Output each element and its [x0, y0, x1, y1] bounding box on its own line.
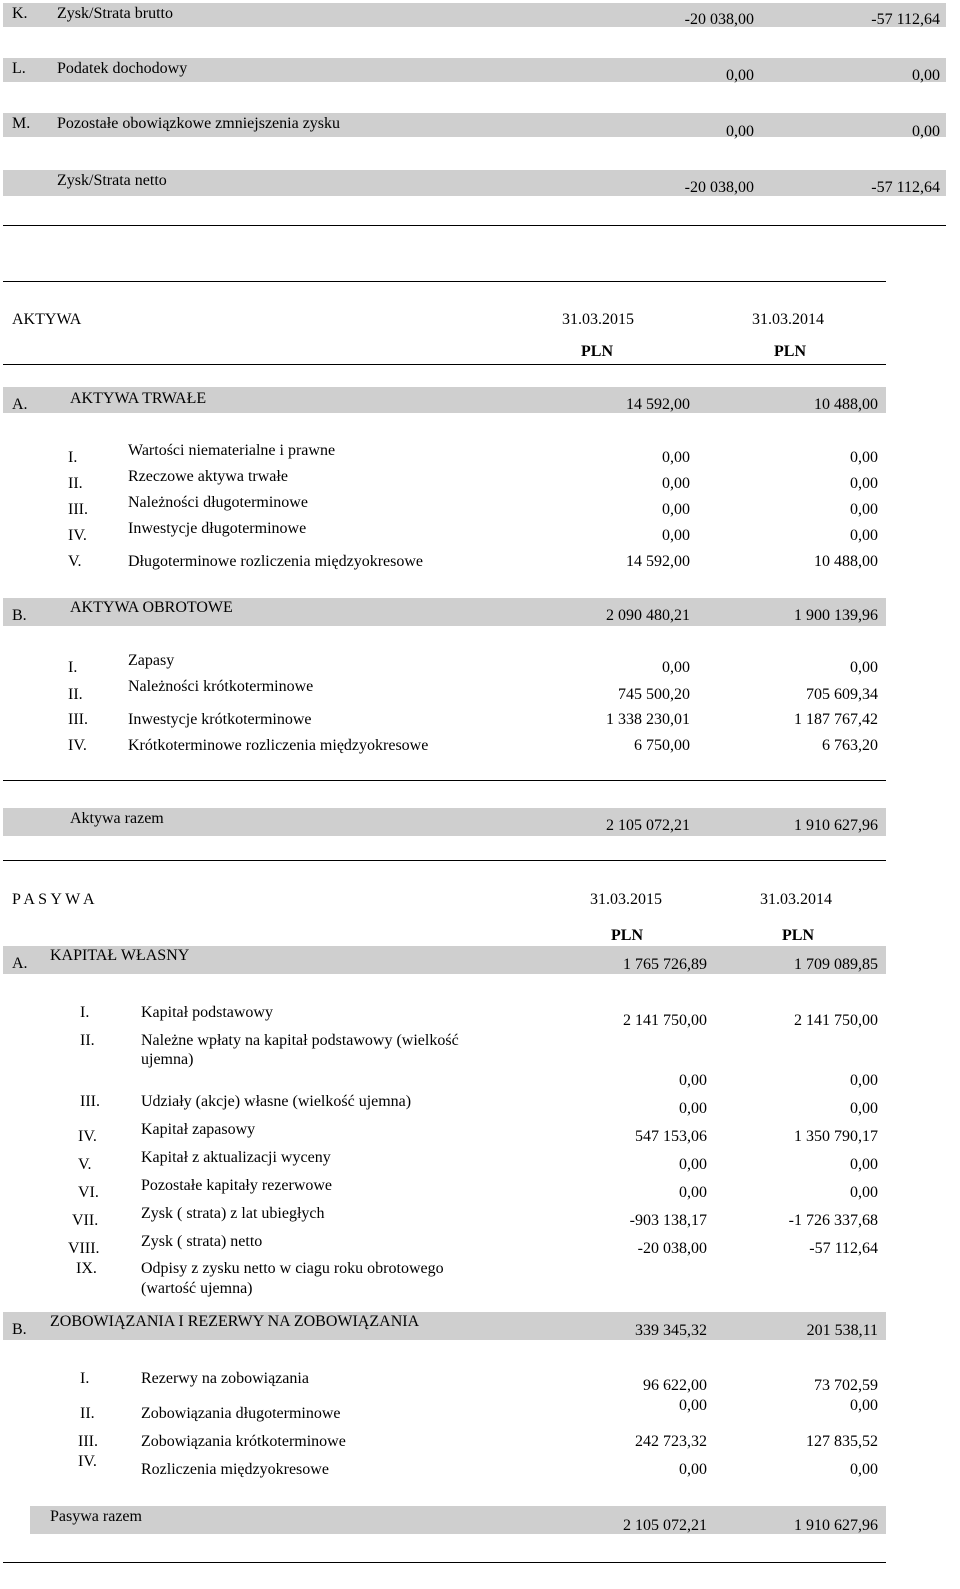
value-2014: 73 702,59 — [814, 1377, 878, 1394]
item-label: Wartości niematerialne i prawne — [128, 442, 336, 459]
value-2014: 0,00 — [912, 67, 940, 84]
item-code: VI. — [78, 1184, 99, 1201]
divider — [3, 225, 946, 226]
value-2015: 0,00 — [662, 501, 690, 518]
value-2015: 339 345,32 — [635, 1322, 707, 1339]
section-label: AKTYWA OBROTOWE — [70, 599, 233, 616]
value-2015: 2 105 072,21 — [606, 817, 690, 834]
pasywa-total-label: Pasywa razem — [50, 1508, 142, 1525]
value-2014: 0,00 — [850, 1156, 878, 1173]
item-code: III. — [68, 711, 88, 728]
value-2015: 2 090 480,21 — [606, 607, 690, 624]
item-label: Pozostałe kapitały rezerwowe — [141, 1177, 333, 1194]
value-2015: 0,00 — [662, 527, 690, 544]
value-2014: 10 488,00 — [814, 553, 878, 570]
date-2014: 31.03.2014 — [752, 311, 824, 328]
item-label: Zapasy — [128, 652, 175, 669]
value-2014: -57 112,64 — [809, 1240, 878, 1257]
value-2015: 0,00 — [662, 659, 690, 676]
value-2015: 0,00 — [662, 475, 690, 492]
item-label: Krótkoterminowe rozliczenia międzyokresowe — [128, 737, 429, 754]
item-label: Należności krótkoterminowe — [128, 678, 314, 695]
item-label: Inwestycje długoterminowe — [128, 520, 307, 537]
value-2014: 705 609,34 — [806, 686, 878, 703]
item-label: Kapitał z aktualizacji wyceny — [141, 1149, 331, 1166]
value-2015: 0,00 — [679, 1397, 707, 1414]
value-2014: 0,00 — [850, 449, 878, 466]
value-2014: 0,00 — [850, 1072, 878, 1089]
value-2015: -20 038,00 — [684, 11, 754, 28]
value-2014: 0,00 — [850, 1184, 878, 1201]
row-label: Pozostałe obowiązkowe zmniejszenia zysku — [57, 115, 341, 132]
item-code: IV. — [68, 527, 87, 544]
currency-2015: PLN — [581, 343, 613, 360]
value-2015: 745 500,20 — [618, 686, 690, 703]
date-2015: 31.03.2015 — [590, 891, 662, 908]
section-label: AKTYWA TRWAŁE — [70, 390, 207, 407]
item-label: Zobowiązania długoterminowe — [141, 1405, 341, 1422]
item-label: Zysk ( strata) netto — [141, 1233, 263, 1250]
value-2014: 127 835,52 — [806, 1433, 878, 1450]
value-2015: 14 592,00 — [626, 396, 690, 413]
value-2015: 2 105 072,21 — [623, 1517, 707, 1534]
item-code: I. — [80, 1004, 90, 1021]
item-label-cont: (wartość ujemna) — [141, 1280, 253, 1297]
item-code: V. — [68, 553, 82, 570]
divider — [3, 860, 886, 861]
item-code: VIII. — [68, 1240, 100, 1257]
value-2014: 10 488,00 — [814, 396, 878, 413]
divider — [3, 780, 886, 781]
value-2015: 6 750,00 — [634, 737, 690, 754]
divider — [3, 364, 886, 365]
value-2015: 1 338 230,01 — [606, 711, 690, 728]
value-2014: 6 763,20 — [822, 737, 878, 754]
value-2015: 0,00 — [679, 1072, 707, 1089]
value-2015: -903 138,17 — [629, 1212, 707, 1229]
item-code: III. — [78, 1433, 98, 1450]
value-2015: 242 723,32 — [635, 1433, 707, 1450]
value-2015: 0,00 — [679, 1100, 707, 1117]
value-2015: 0,00 — [679, 1156, 707, 1173]
value-2015: 1 765 726,89 — [623, 956, 707, 973]
section-code: B. — [12, 607, 27, 624]
value-2014: 0,00 — [850, 1397, 878, 1414]
item-label: Odpisy z zysku netto w ciagu roku obrotowego — [141, 1260, 444, 1277]
value-2015: 0,00 — [679, 1461, 707, 1478]
item-label: Zysk ( strata) z lat ubiegłych — [141, 1205, 325, 1222]
row-code: K. — [12, 5, 28, 22]
item-code: II. — [68, 686, 83, 703]
value-2014: 0,00 — [850, 1461, 878, 1478]
item-code: II. — [80, 1032, 95, 1049]
value-2014: -1 726 337,68 — [788, 1212, 878, 1229]
value-2015: 96 622,00 — [643, 1377, 707, 1394]
section-label: KAPITAŁ WŁASNY — [50, 947, 190, 964]
value-2015: 0,00 — [662, 449, 690, 466]
row-code: M. — [12, 115, 31, 132]
section-code: B. — [12, 1321, 27, 1338]
value-2014: 1 910 627,96 — [794, 817, 878, 834]
item-code: I. — [68, 449, 78, 466]
value-2014: 201 538,11 — [806, 1322, 878, 1339]
row-code: L. — [12, 60, 26, 77]
value-2015: 0,00 — [679, 1184, 707, 1201]
row-label: Podatek dochodowy — [57, 60, 188, 77]
item-label: Kapitał podstawowy — [141, 1004, 273, 1021]
item-label: Należności długoterminowe — [128, 494, 308, 511]
row-label: Zysk/Strata brutto — [57, 5, 173, 22]
value-2014: 0,00 — [850, 501, 878, 518]
value-2014: 0,00 — [850, 659, 878, 676]
pasywa-title: P A S Y W A — [12, 891, 95, 908]
aktywa-total-label: Aktywa razem — [70, 810, 164, 827]
currency-2014: PLN — [774, 343, 806, 360]
date-2015: 31.03.2015 — [562, 311, 634, 328]
item-code: II. — [68, 475, 83, 492]
value-2015: 0,00 — [726, 67, 754, 84]
value-2014: 0,00 — [850, 475, 878, 492]
value-2015: -20 038,00 — [684, 179, 754, 196]
value-2014: 1 709 089,85 — [794, 956, 878, 973]
value-2015: 0,00 — [726, 123, 754, 140]
item-label: Rzeczowe aktywa trwałe — [128, 468, 288, 485]
value-2014: 1 350 790,17 — [794, 1128, 878, 1145]
value-2015: 14 592,00 — [626, 553, 690, 570]
section-label: ZOBOWIĄZANIA I REZERWY NA ZOBOWIĄZANIA — [50, 1313, 420, 1330]
item-code: I. — [80, 1370, 90, 1387]
value-2015: 547 153,06 — [635, 1128, 707, 1145]
item-label: Zobowiązania krótkoterminowe — [141, 1433, 346, 1450]
value-2014: 2 141 750,00 — [794, 1012, 878, 1029]
item-code: IV. — [78, 1128, 97, 1145]
divider — [3, 281, 886, 282]
value-2014: 1 187 767,42 — [794, 711, 878, 728]
item-code: III. — [68, 501, 88, 518]
item-code: VII. — [72, 1212, 99, 1229]
item-label: Inwestycje krótkoterminowe — [128, 711, 312, 728]
item-code: IV. — [78, 1453, 97, 1470]
value-2014: 1 910 627,96 — [794, 1517, 878, 1534]
item-code: I. — [68, 659, 78, 676]
item-label: Kapitał zapasowy — [141, 1121, 256, 1138]
item-label: Długoterminowe rozliczenia międzyokresowe — [128, 553, 423, 570]
aktywa-title: AKTYWA — [12, 311, 82, 328]
divider — [3, 1562, 886, 1563]
value-2014: 0,00 — [850, 527, 878, 544]
item-code: V. — [78, 1156, 92, 1173]
value-2014: 1 900 139,96 — [794, 607, 878, 624]
section-code: A. — [12, 955, 28, 972]
value-2014: 0,00 — [912, 123, 940, 140]
net-result-label: Zysk/Strata netto — [57, 172, 167, 189]
item-label: Rezerwy na zobowiązania — [141, 1370, 309, 1387]
date-2014: 31.03.2014 — [760, 891, 832, 908]
item-code: III. — [80, 1093, 100, 1110]
item-label: Należne wpłaty na kapitał podstawowy (wielkość — [141, 1032, 459, 1049]
value-2014: 0,00 — [850, 1100, 878, 1117]
item-label-cont: ujemna) — [141, 1051, 194, 1068]
item-code: IV. — [68, 737, 87, 754]
value-2014: -57 112,64 — [871, 11, 940, 28]
value-2015: 2 141 750,00 — [623, 1012, 707, 1029]
value-2014: -57 112,64 — [871, 179, 940, 196]
section-code: A. — [12, 396, 28, 413]
currency-2015: PLN — [611, 927, 643, 944]
value-2015: -20 038,00 — [637, 1240, 707, 1257]
item-code: II. — [80, 1405, 95, 1422]
currency-2014: PLN — [782, 927, 814, 944]
item-code: IX. — [76, 1260, 97, 1277]
item-label: Rozliczenia międzyokresowe — [141, 1461, 329, 1478]
item-label: Udziały (akcje) własne (wielkość ujemna) — [141, 1093, 412, 1110]
